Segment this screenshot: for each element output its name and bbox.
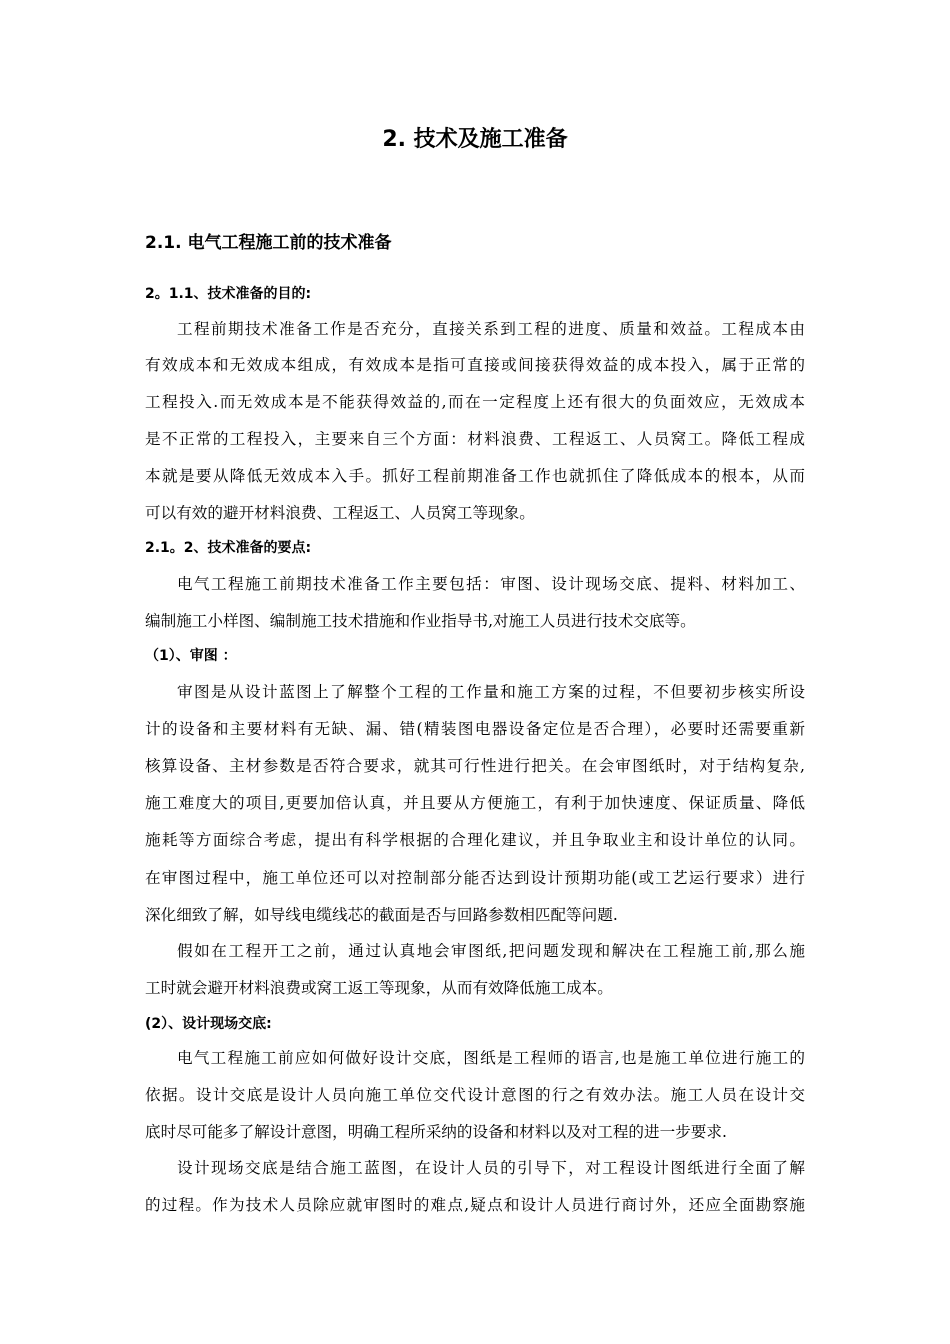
paragraph-line: 电气工程施工前期技术准备工作主要包括：审图、设计现场交底、提料、材料加工、 (177, 575, 805, 593)
paragraph-line: 工程前期技术准备工作是否充分，直接关系到工程的进度、质量和效益。工程成本由 (177, 320, 805, 338)
paragraph-line: 电气工程施工前应如何做好设计交底，图纸是工程师的语言,也是施工单位进行施工的 (177, 1049, 805, 1067)
paragraph-line: 施工难度大的项目,更要加倍认真，并且要从方便施工，有利于加快速度、保证质量、降低 (145, 794, 805, 812)
paragraph-line: 施耗等方面综合考虑，提出有科学根据的合理化建议，并且争取业主和设计单位的认同。 (145, 831, 805, 849)
paragraph-line: 底时尽可能多了解设计意图，明确工程所采纳的设备和材料以及对工程的进一步要求. (145, 1123, 727, 1141)
paragraph-line: 计的设备和主要材料有无缺、漏、错(精装图电器设备定位是否合理），必要时还需要重新 (145, 720, 805, 738)
item-heading-drawing-review: （1）、审图 ： (145, 648, 237, 664)
paragraph-line: 有效成本和无效成本组成，有效成本是指可直接或间接获得效益的成本投入，属于正常的 (145, 356, 805, 374)
paragraph-line: 编制施工小样图、编制施工技术措施和作业指导书,对施工人员进行技术交底等。 (145, 612, 696, 630)
section-heading: 2.1. 电气工程施工前的技术准备 (145, 233, 392, 253)
paragraph-line: 本就是要从降低无效成本入手。抓好工程前期准备工作也就抓住了降低成本的根本，从而 (145, 467, 805, 485)
paragraph-line: 的过程。作为技术人员除应就审图时的难点,疑点和设计人员进行商讨外，还应全面勘察施 (145, 1196, 805, 1214)
chapter-title: 2. 技术及施工准备 (382, 127, 568, 152)
subsection-heading-points: 2.1。2、技术准备的要点: (145, 540, 312, 556)
paragraph-line: 设计现场交底是结合施工蓝图，在设计人员的引导下，对工程设计图纸进行全面了解 (177, 1159, 805, 1177)
paragraph-line: 依据。设计交底是设计人员向施工单位交代设计意图的行之有效办法。施工人员在设计交 (145, 1086, 805, 1104)
paragraph-line: 可以有效的避开材料浪费、工程返工、人员窝工等现象。 (145, 504, 535, 522)
paragraph-line: 工程投入.而无效成本是不能获得效益的,而在一定程度上还有很大的负面效应，无效成本 (145, 393, 805, 411)
paragraph-line: 是不正常的工程投入，主要来自三个方面：材料浪费、工程返工、人员窝工。降低工程成 (145, 430, 805, 448)
paragraph-line: 在审图过程中，施工单位还可以对控制部分能否达到设计预期功能(或工艺运行要求）进行 (145, 869, 805, 887)
paragraph-line: 核算设备、主材参数是否符合要求，就其可行性进行把关。在会审图纸时，对于结构复杂, (145, 757, 805, 775)
paragraph-line: 审图是从设计蓝图上了解整个工程的工作量和施工方案的过程，不但要初步核实所设 (177, 683, 805, 701)
subsection-heading-purpose: 2。1.1、技术准备的目的: (145, 286, 312, 302)
paragraph-line: 假如在工程开工之前，通过认真地会审图纸,把问题发现和解决在工程施工前,那么施 (177, 942, 805, 960)
paragraph-line: 工时就会避开材料浪费或窝工返工等现象，从而有效降低施工成本。 (145, 979, 613, 997)
item-heading-design-briefing: (2）、设计现场交底: (145, 1016, 272, 1032)
paragraph-line: 深化细致了解，如导线电缆线芯的截面是否与回路参数相匹配等问题. (145, 906, 618, 924)
